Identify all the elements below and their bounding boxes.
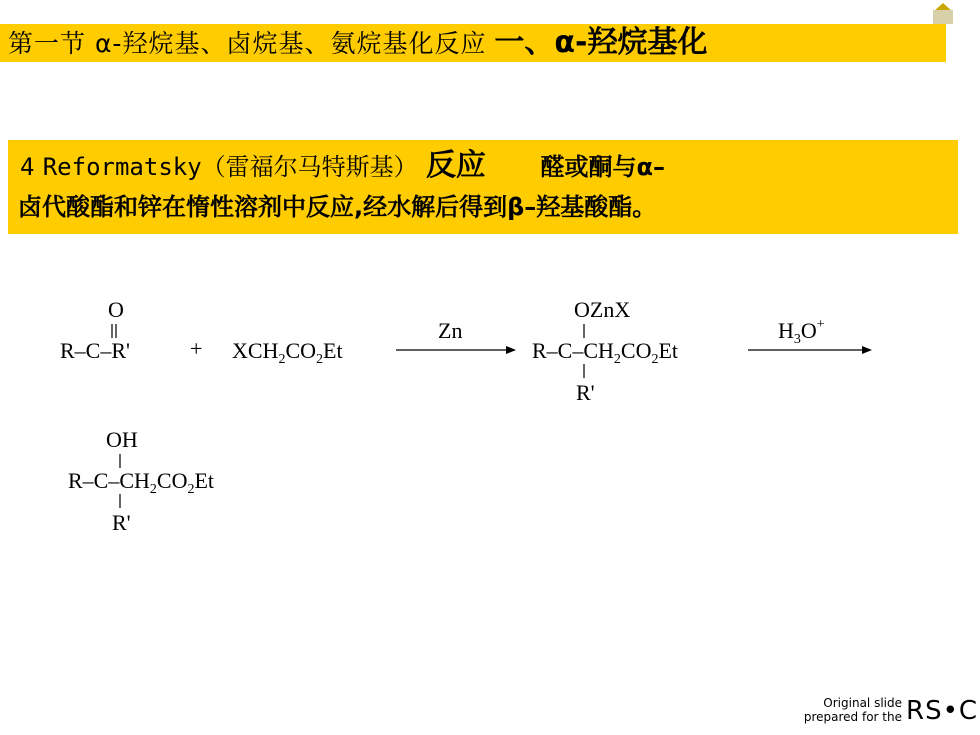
reactant1: R–C–R' [60,338,130,363]
title-subsection: 一、α-羟烷基化 [494,25,708,60]
intermediate: $R-C-CH_2CO_2Et$ [532,338,679,367]
intro-box [8,140,958,234]
arrow-head-2 [862,346,872,354]
intro-number: 4 [20,153,35,181]
reagent-zn: Zn [438,318,463,343]
credit-line-1: Original slide [823,696,902,710]
reaction-label: 反应 [425,148,486,183]
rsc-logo: RS•C [906,696,979,726]
description-start: 醛或酮与α– [540,153,665,181]
intro-line-1 [20,148,665,185]
product-substituent: OH [106,427,138,452]
intermediate-substituent: OZnX [574,297,631,322]
product-bottom: R' [112,510,131,535]
header-bar [0,24,946,62]
slide-title [8,25,708,60]
plus-sign: + [190,336,203,361]
product: $R-C-CH_2CO_2Et$ [68,468,215,497]
credit [804,696,902,724]
description-rest: 卤代酸酯和锌在惰性溶剂中反应,经水解后得到β–羟基酸酯。 [18,193,657,221]
reaction-name: Reformatsky（雷福尔马特斯基） [42,153,418,181]
credit-line-2: prepared for the [803,710,902,724]
scroll-track [933,10,953,24]
reactant1-oxygen: O [108,297,124,322]
reactant2: $XCH_2CO_2Et$ [232,338,343,367]
reagent-h3o: $H_3O^+$ [778,317,825,347]
title-section: 第一节 α-羟烷基、卤烷基、氨烷基化反应 [8,29,487,58]
reaction-scheme [40,290,920,556]
intermediate-bottom: R' [576,380,595,405]
arrow-head-1 [506,346,516,354]
reaction-scheme-svg [40,290,920,550]
